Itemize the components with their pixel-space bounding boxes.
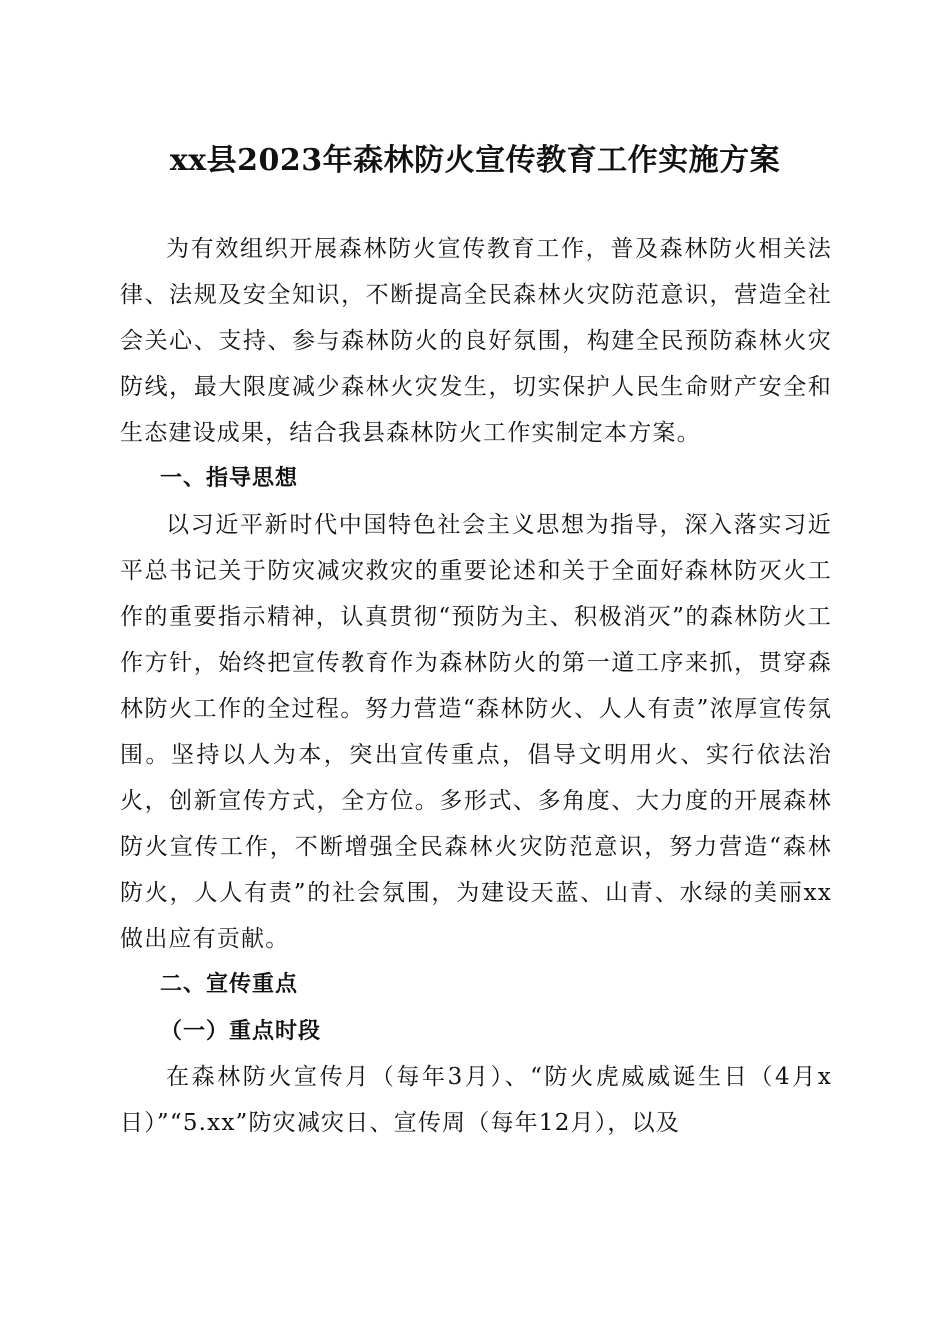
document-title: xx县2023年森林防火宣传教育工作实施方案 xyxy=(169,143,781,178)
section-heading-guiding-ideology: 一、指导思想 xyxy=(160,466,299,491)
subsection-heading-key-periods: （一）重点时段 xyxy=(160,1018,322,1044)
intro-paragraph: 为有效组织开展森林防火宣传教育工作，普及森林防火相关法律、法规及安全知识，不断提高全民森林火灾防范意识，营造全社会关心、支持、参与森林防火的良好氛围，构建全民预防森林火灾防线，最大限度减少森林火灾发生，切实保护人民生命财产安全和生态建设成果，结合我县森林防火工作实制定本方案。 xyxy=(120,236,832,446)
document-body xyxy=(120,226,832,1146)
guiding-ideology-paragraph: 以习近平新时代中国特色社会主义思想为指导，深入落实习近平总书记关于防灾减灾救灾的重要论述和关于全面好森林防灭火工作的重要指示精神，认真贯彻“预防为主、积极消灭”的森林防火工作方针，始终把宣传教育作为森林防火的第一道工序来抓，贯穿森林防火工作的全过程。努力营造“森林防火、人人有责”浓厚宣传氛围。坚持以人为本，突出宣传重点，倡导文明用火、实行依法治火，创新宣传方式，全方位。多形式、多角度、大力度的开展森林防火宣传工作，不断增强全民森林火灾防范意识，努力营造“森林防火，人人有责”的社会氛围，为建设天蓝、山青、水绿的美丽xx做出应有贡献。 xyxy=(120,512,832,952)
key-periods-paragraph: 在森林防火宣传月（每年3月）、“防火虎威威诞生日（4月x日）”“5.xx”防灾减灾日、宣传周（每年12月），以及 xyxy=(120,1064,832,1136)
section-heading-publicity-focus: 二、宣传重点 xyxy=(160,972,299,997)
